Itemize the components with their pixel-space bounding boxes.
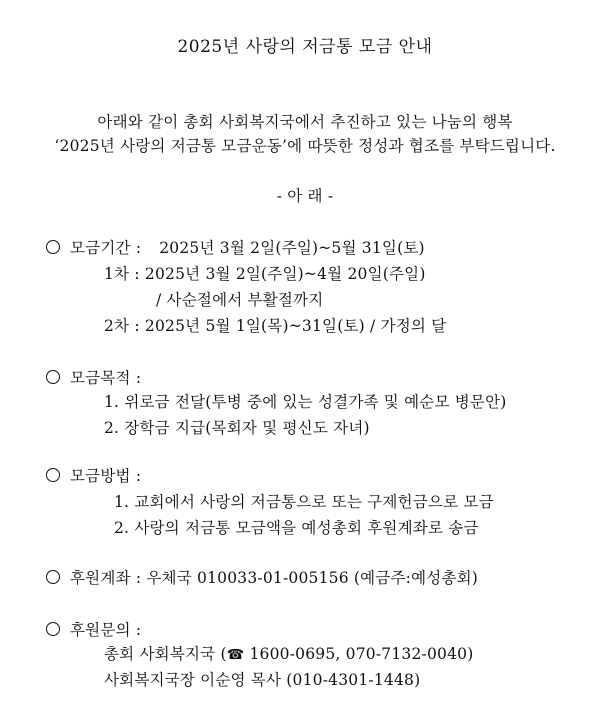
circle-bullet-icon <box>46 468 60 482</box>
period-first: 1차 : 2025년 3월 2일(주일)~4월 20일(주일) <box>104 265 426 283</box>
method-row <box>46 466 141 486</box>
intro-line-1: 아래와 같이 총회 사회복지국에서 추진하고 있는 나눔의 행복 <box>97 113 513 131</box>
circle-bullet-icon <box>46 370 60 384</box>
circle-bullet-icon <box>46 622 60 636</box>
period-row <box>46 238 425 258</box>
purpose-item: 2. 장학금 지급(목회자 및 평신도 자녀) <box>104 419 370 437</box>
account-text: 후원계좌 : 우체국 010033-01-005156 (예금주:예성총회) <box>70 569 479 587</box>
contact-office-prefix: 총회 사회복지국 ( <box>104 645 227 663</box>
period-label: 모금기간 : <box>70 239 142 257</box>
circle-bullet-icon <box>46 570 60 584</box>
circle-bullet-icon <box>46 240 60 254</box>
contact-office <box>104 644 473 665</box>
purpose-row <box>46 368 141 388</box>
intro-line-2: ‘2025년 사랑의 저금통 모금운동’에 따뜻한 정성과 협조를 부탁드립니다. <box>54 137 556 155</box>
page-title: 2025년 사랑의 저금통 모금 안내 <box>177 37 433 57</box>
period-first-note: / 사순절에서 부활절까지 <box>156 291 324 309</box>
account-row <box>46 568 478 588</box>
contact-office-phones: 1600-0695, 070-7132-0040) <box>244 645 474 663</box>
period-value: 2025년 3월 2일(주일)~5월 31일(토) <box>159 239 425 257</box>
contact-row <box>46 620 141 640</box>
method-item: 2. 사랑의 저금통 모금액을 예성총회 후원계좌로 송금 <box>114 519 479 537</box>
method-item: 1. 교회에서 사랑의 저금통으로 또는 구제헌금으로 모금 <box>114 493 494 511</box>
contact-label: 후원문의 : <box>70 621 142 639</box>
period-second: 2차 : 2025년 5월 1일(목)~31일(토) / 가정의 달 <box>104 317 447 335</box>
method-label: 모금방법 : <box>70 467 142 485</box>
contact-director: 사회복지국장 이순영 목사 (010-4301-1448) <box>104 671 421 689</box>
purpose-item: 1. 위로금 전달(투병 중에 있는 성결가족 및 예순모 병문안) <box>104 393 507 411</box>
phone-icon: ☎ <box>226 647 245 663</box>
note-heading: - 아 래 - <box>276 187 334 205</box>
purpose-label: 모금목적 : <box>70 369 142 387</box>
